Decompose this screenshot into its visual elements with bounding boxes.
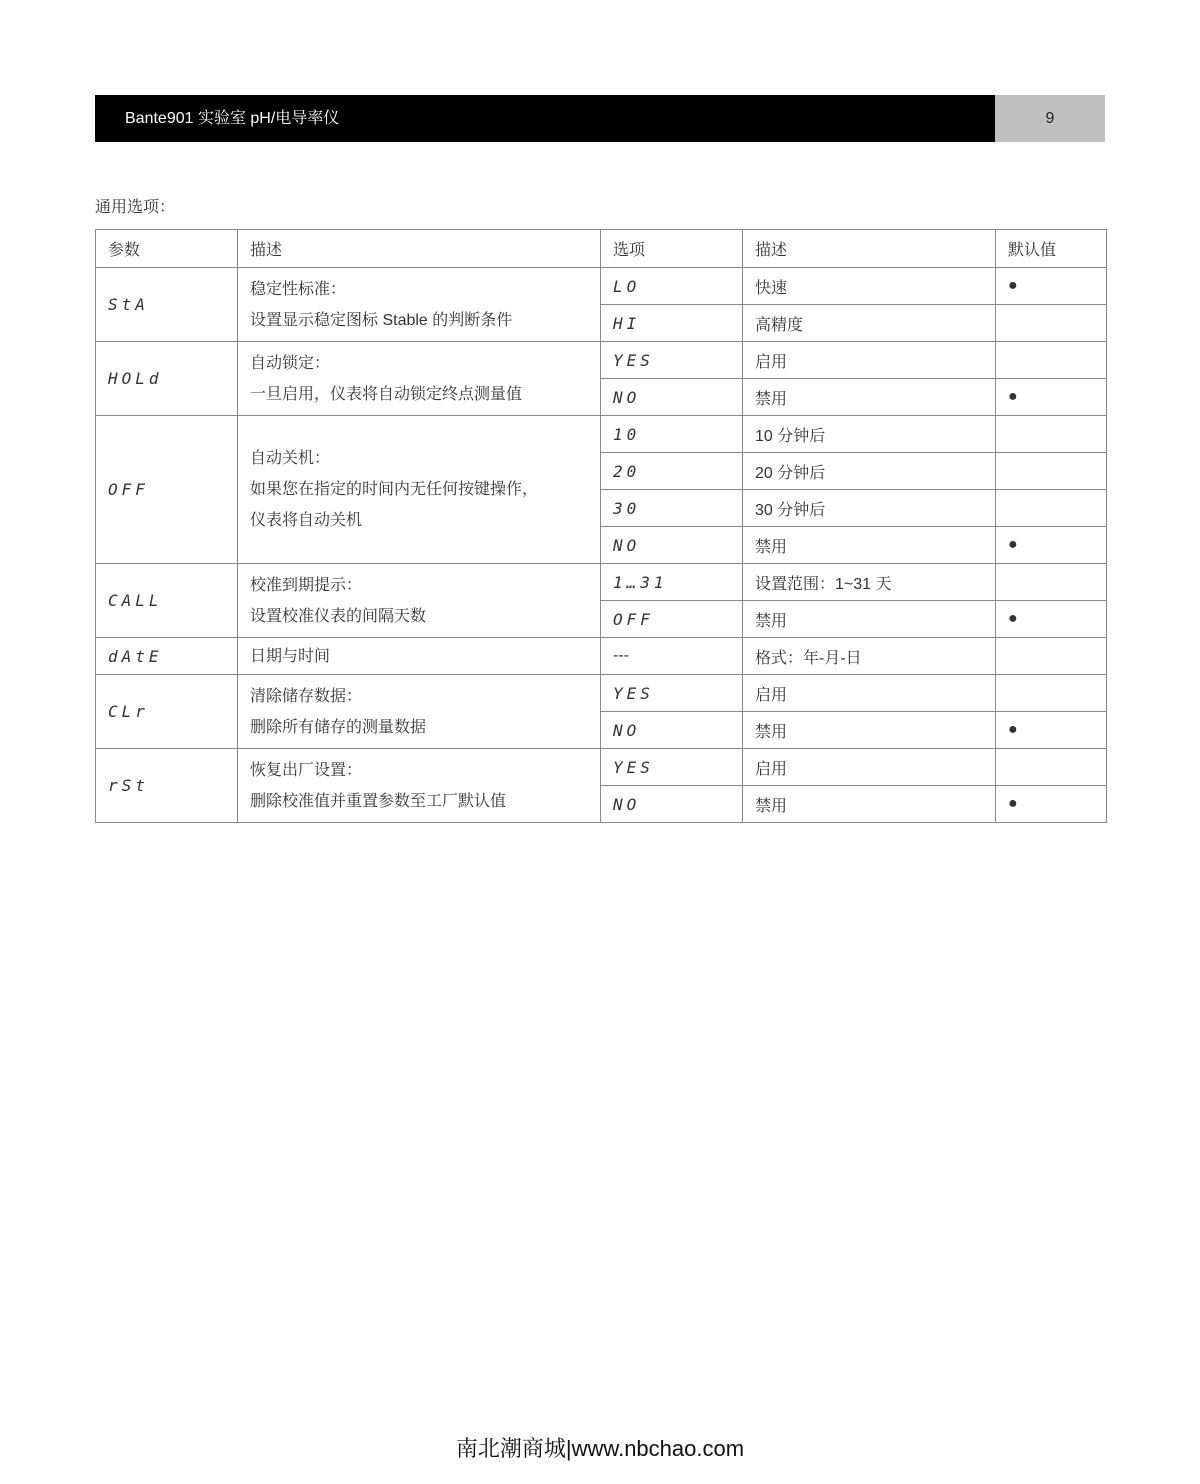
column-header: 描述 [743, 230, 996, 268]
param-code: dAtE [96, 638, 238, 675]
option-description: 快速 [743, 268, 996, 305]
option-description: 10 分钟后 [743, 416, 996, 453]
default-marker: ● [996, 786, 1107, 823]
default-marker [996, 638, 1107, 675]
table-row [96, 564, 1107, 601]
option-code: 30 [601, 490, 743, 527]
table-row [96, 342, 1107, 379]
option-code: OFF [601, 601, 743, 638]
option-description: 高精度 [743, 305, 996, 342]
page-header [95, 95, 1105, 142]
option-code: NO [601, 786, 743, 823]
description-line: 自动锁定： [250, 354, 331, 372]
param-description [238, 749, 601, 823]
default-marker [996, 749, 1107, 786]
column-header: 描述 [238, 230, 601, 268]
table-row [96, 416, 1107, 453]
default-marker [996, 416, 1107, 453]
option-code: 10 [601, 416, 743, 453]
description-line: 设置校准仪表的间隔天数 [250, 607, 427, 625]
option-code: LO [601, 268, 743, 305]
param-description [238, 675, 601, 749]
description-line: 稳定性标准： [250, 280, 347, 298]
option-code: HI [601, 305, 743, 342]
description-line: 设置显示稳定图标 Stable 的判断条件 [250, 311, 513, 329]
default-marker: ● [996, 379, 1107, 416]
description-line: 清除储存数据： [250, 687, 363, 705]
param-code: CALL [96, 564, 238, 638]
options-table [95, 229, 1107, 823]
option-code: --- [601, 638, 743, 675]
option-code: YES [601, 675, 743, 712]
default-marker [996, 675, 1107, 712]
table-body [96, 268, 1107, 823]
option-code: NO [601, 379, 743, 416]
param-code: rSt [96, 749, 238, 823]
default-marker: ● [996, 527, 1107, 564]
param-code: CLr [96, 675, 238, 749]
description-line: 自动关机： [250, 450, 331, 467]
param-code: StA [96, 268, 238, 342]
column-header: 选项 [601, 230, 743, 268]
description-line: 删除校准值并重置参数至工厂默认值 [250, 792, 507, 810]
default-marker: ● [996, 601, 1107, 638]
option-code: 1…31 [601, 564, 743, 601]
default-marker [996, 490, 1107, 527]
default-marker: ● [996, 268, 1107, 305]
param-code: OFF [96, 416, 238, 564]
section-label: 通用选项： [95, 199, 176, 216]
table-row [96, 268, 1107, 305]
table-header-row [96, 230, 1107, 268]
param-code: HOLd [96, 342, 238, 416]
default-marker [996, 564, 1107, 601]
option-description: 禁用 [743, 527, 996, 564]
column-header: 参数 [96, 230, 238, 268]
option-description: 启用 [743, 675, 996, 712]
default-marker [996, 342, 1107, 379]
option-description: 启用 [743, 749, 996, 786]
description-line: 日期与时间 [250, 647, 331, 665]
option-code: YES [601, 749, 743, 786]
footer-watermark: 南北潮商城|www.nbchao.com [455, 1436, 745, 1461]
param-description [238, 416, 601, 564]
column-header: 默认值 [996, 230, 1107, 268]
description-line: 仪表将自动关机 [250, 512, 363, 529]
description-line: 一旦启用，仪表将自动锁定终点测量值 [250, 385, 523, 403]
param-description [238, 268, 601, 342]
description-line: 恢复出厂设置： [250, 761, 363, 779]
default-marker: ● [996, 712, 1107, 749]
option-description: 禁用 [743, 601, 996, 638]
option-code: 20 [601, 453, 743, 490]
option-description: 设置范围：1~31 天 [743, 564, 996, 601]
option-description: 20 分钟后 [743, 453, 996, 490]
option-code: NO [601, 527, 743, 564]
table-row [96, 675, 1107, 712]
default-marker [996, 453, 1107, 490]
option-code: YES [601, 342, 743, 379]
description-line: 删除所有储存的测量数据 [250, 718, 427, 736]
option-code: NO [601, 712, 743, 749]
param-description [238, 564, 601, 638]
document-title: Bante901 实验室 pH/电导率仪 [95, 95, 995, 142]
param-description [238, 638, 601, 675]
table-row [96, 638, 1107, 675]
option-description: 禁用 [743, 786, 996, 823]
default-marker [996, 305, 1107, 342]
param-description [238, 342, 601, 416]
page-number: 9 [995, 95, 1105, 142]
option-description: 30 分钟后 [743, 490, 996, 527]
option-description: 启用 [743, 342, 996, 379]
description-line: 校准到期提示： [250, 576, 363, 594]
option-description: 禁用 [743, 712, 996, 749]
option-description: 禁用 [743, 379, 996, 416]
description-line: 如果您在指定的时间内无任何按键操作， [250, 481, 539, 498]
option-description: 格式：年-月-日 [743, 638, 996, 675]
table-row [96, 749, 1107, 786]
